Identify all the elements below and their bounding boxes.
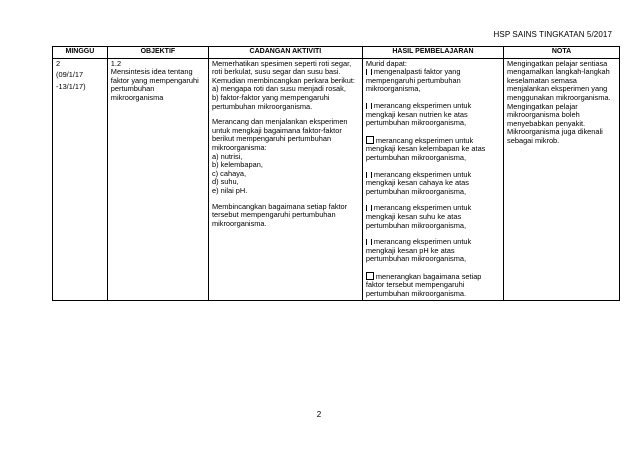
cell-hasil-pembelajaran	[362, 58, 503, 300]
activity-line: c) cahaya,	[211, 168, 247, 178]
lesson-plan-table	[52, 46, 620, 301]
activity-line: a) mengapa roti dan susu menjadi rosak,	[211, 84, 346, 94]
header-objektif: OBJEKTIF	[107, 47, 208, 59]
activity-line: d) suhu,	[211, 177, 239, 187]
activity-line: a) nutrisi,	[211, 151, 243, 161]
list-item	[366, 102, 500, 128]
list-item	[366, 272, 500, 299]
list-item-text: merancang eksperimen untuk mengkaji kesan suhu ke atas pertumbuhan mikroorganisma,	[365, 203, 472, 230]
week-end-date: -13/1/17)	[56, 81, 86, 91]
list-item-text: merancang eksperimen untuk mengkaji kesan kelembapan ke atas pertumbuhan mikroorganisma,	[365, 135, 486, 162]
activity-paragraph-2	[212, 118, 359, 195]
week-start-date: (09/1/17	[56, 70, 84, 80]
week-number: 2	[56, 58, 61, 68]
cell-cadangan-aktiviti	[208, 58, 362, 300]
list-item-text: merancang eksperimen untuk mengkaji kesan nutrien ke atas pertumbuhan mikroorganisma,	[365, 100, 472, 128]
cell-objektif	[107, 58, 208, 300]
header-minggu: MINGGU	[53, 47, 108, 59]
activity-paragraph-1	[212, 60, 359, 112]
list-item-text: menerangkan bagaimana setiap faktor tersebut mempengaruhi pertumbuhan mikroorganisma.	[365, 271, 482, 299]
list-item	[366, 171, 500, 197]
document-header: HSP SAINS TINGKATAN 5/2017	[493, 30, 612, 39]
list-item-text: merancang eksperimen untuk mengkaji kesan cahaya ke atas pertumbuhan mikroorganisma,	[365, 169, 472, 196]
cell-minggu	[53, 58, 108, 300]
list-item	[366, 238, 500, 264]
activity-line: e) nilai pH.	[211, 185, 248, 195]
hasil-list	[366, 68, 500, 298]
objective-text: Mensintesis idea tentang faktor yang mempengaruhi pertumbuhan mikroorganisma	[110, 67, 199, 102]
activity-line: b) faktor-faktor yang mempengaruhi pertumbuhan mikroorganisma.	[211, 92, 330, 111]
header-nota: NOTA	[504, 47, 620, 59]
activity-paragraph-3	[212, 203, 359, 229]
list-item-text: mengenalpasti faktor yang mempengaruhi pertumbuhan mikroorganisma,	[365, 67, 461, 94]
activity-line: Membincangkan bagaimana setiap faktor tersebut mempengaruhi pertumbuhan mikroorganisma.	[211, 201, 348, 228]
header-hasil-pembelajaran: HASIL PEMBELAJARAN	[362, 47, 503, 59]
list-item-text: merancang eksperimen untuk mengkaji kesan pH ke atas pertumbuhan mikroorganisma,	[365, 237, 472, 264]
bullet-icon	[366, 205, 372, 211]
hasil-intro: Murid dapat:	[365, 58, 407, 68]
activity-line: Memerhatikan spesimen seperti roti segar, roti berkulat, susu segar dan susu basi. Kemudian membincangkan perkara berikut:	[211, 58, 355, 85]
activity-line: Merancang dan menjalankan eksperimen untuk mengkaji bagaimana faktor-faktor berikut mempengaruhi pertumbuhan mikroorganisma:	[211, 117, 348, 152]
bullet-icon	[366, 69, 372, 75]
header-cadangan-aktiviti: CADANGAN AKTIVITI	[208, 47, 362, 59]
page-number: 2	[316, 410, 322, 419]
list-item	[366, 136, 500, 163]
table-row	[53, 58, 620, 300]
bullet-icon	[366, 103, 372, 109]
activity-line: b) kelembapan,	[211, 160, 263, 170]
cell-nota: Mengingatkan pelajar sentiasa mengamalkan langkah-langkah keselamatan semasa menjalankan eksperimen yang menggunakan mikroorganisma. Mengingatkan pelajar mikroorganisma boleh menyebabkan penyakit. Mikroorganisma juga dikenali sebagai mikrob.	[504, 58, 620, 300]
bullet-icon	[366, 239, 372, 245]
list-item	[366, 68, 500, 94]
objective-code: 1.2	[110, 58, 122, 68]
checkbox-bullet-icon	[366, 272, 374, 280]
bullet-icon	[366, 172, 372, 178]
checkbox-bullet-icon	[366, 136, 374, 144]
list-item	[366, 204, 500, 230]
table-header-row	[53, 47, 620, 59]
